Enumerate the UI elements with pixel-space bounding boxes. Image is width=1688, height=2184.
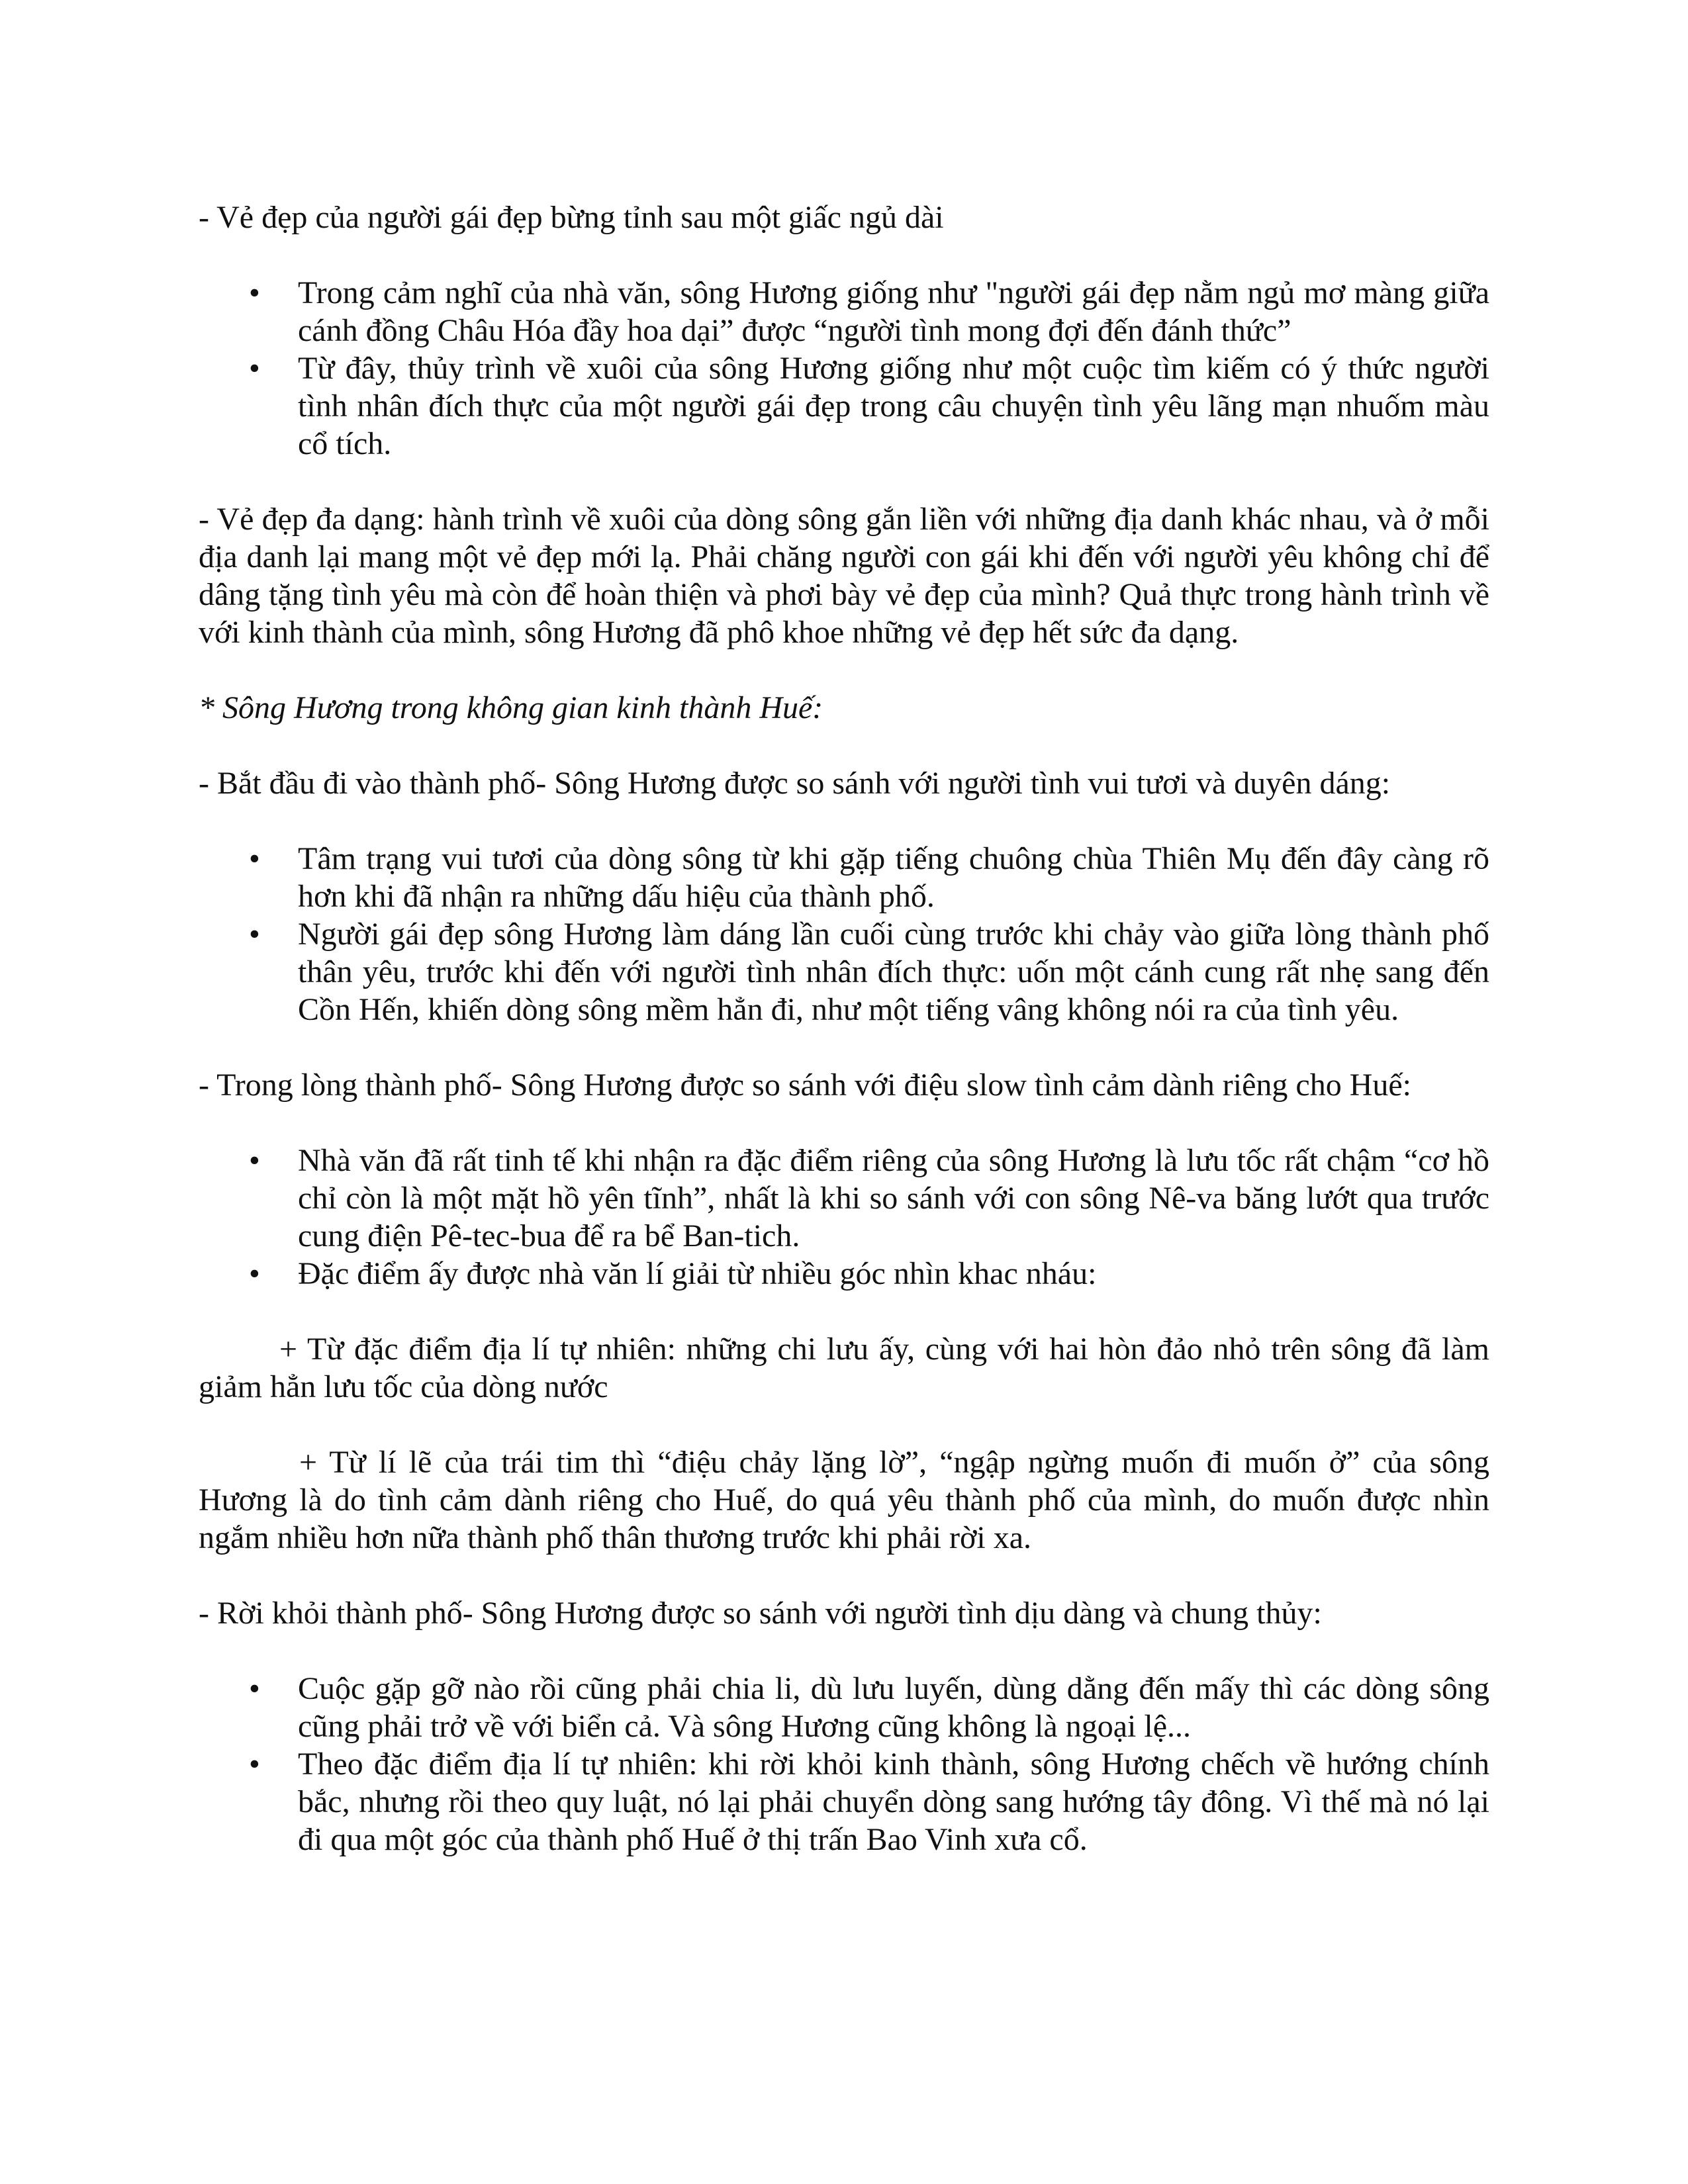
list-item-text: Tâm trạng vui tươi của dòng sông từ khi gặp tiếng chuông chùa Thiên Mụ đến đây càng rõ hơn khi đã nhận ra những dấu hiệu của thành phố. — [298, 841, 1489, 914]
list-item-text: Từ đây, thủy trình về xuôi của sông Hương giống như một cuộc tìm kiếm có ý thức người tình nhân đích thực của một người gái đẹp trong câu chuyện tình yêu lãng mạn nhuốm màu cổ tích. — [298, 351, 1489, 461]
sub-point-geography: + Từ đặc điểm địa lí tự nhiên: những chi lưu ấy, cùng với hai hòn đảo nhỏ trên sông đã làm giảm hẳn lưu tốc của dòng nước — [199, 1332, 1489, 1404]
list-item — [199, 1142, 1489, 1255]
sub-point-heart: + Từ lí lẽ của trái tim thì “điệu chảy lặng lờ”, “ngập ngừng muốn đi muốn ở” của sông Hương là do tình cảm dành riêng cho Huế, do quá yêu thành phố của mình, do muốn được nhìn ngắm nhiều hơn nữa thành phố thân thương trước khi phải rời xa. — [199, 1445, 1489, 1555]
bullet-icon: • — [249, 841, 260, 876]
bullet-icon: • — [249, 917, 260, 952]
inside-city-line: - Trong lòng thành phố- Sông Hương được so sánh với điệu slow tình cảm dành riêng cho Huế: — [199, 1068, 1412, 1103]
list-item — [199, 915, 1489, 1028]
list-item-text: Nhà văn đã rất tinh tế khi nhận ra đặc điểm riêng của sông Hương là lưu tốc rất chậm “cơ hồ chỉ còn là một mặt hồ yên tĩnh”, nhất là khi so sánh với con sông Nê-va băng lướt qua trước cung điện Pê-tec-bua để ra bể Ban-tich. — [298, 1143, 1489, 1253]
list-item-text: Người gái đẹp sông Hương làm dáng lần cuối cùng trước khi chảy vào giữa lòng thành phố thân yêu, trước khi đến với người tình nhân đích thực: uốn một cánh cung rất nhẹ sang đến Cồn Hến, khiến dòng sông mềm hẳn đi, như một tiếng vâng không nói ra của tình yêu. — [298, 917, 1489, 1027]
list-item — [199, 840, 1489, 915]
bullet-icon: • — [249, 275, 260, 310]
list-item-text: Cuộc gặp gỡ nào rồi cũng phải chia li, dù lưu luyến, dùng dằng đến mấy thì các dòng sông cũng phải trở về với biển cả. Và sông Hương cũng không là ngoại lệ... — [298, 1671, 1489, 1744]
list-item — [199, 274, 1489, 349]
document-body — [199, 199, 1489, 1896]
bullet-icon: • — [249, 351, 260, 386]
leaving-bullet-list — [199, 1670, 1489, 1858]
diverse-beauty-paragraph: - Vẻ đẹp đa dạng: hành trình về xuôi của dòng sông gắn liền với những địa danh khác nhau, và ở mỗi địa danh lại mang một vẻ đẹp mới lạ. Phải chăng người con gái khi đến với người yêu không chỉ để dâng tặng tình yêu mà còn để hoàn thiện và phơi bày vẻ đẹp của mình? Quả thực trong hành trình về với kinh thành của mình, sông Hương đã phô khoe những vẻ đẹp hết sức đa dạng. — [199, 502, 1489, 650]
leaving-city-line: - Rời khỏi thành phố- Sông Hương được so sánh với người tình dịu dàng và chung thủy: — [199, 1596, 1322, 1631]
list-item-text: Theo đặc điểm địa lí tự nhiên: khi rời khỏi kinh thành, sông Hương chếch về hướng chính bắc, nhưng rồi theo quy luật, nó lại phải chuyển dòng sang hướng tây đông. Vì thế mà nó lại đi qua một góc của thành phố Huế ở thị trấn Bao Vinh xưa cổ. — [298, 1747, 1489, 1857]
list-item — [199, 1670, 1489, 1745]
entering-city-line: - Bắt đầu đi vào thành phố- Sông Hương được so sánh với người tình vui tươi và duyên dáng: — [199, 766, 1391, 801]
entering-bullet-list — [199, 840, 1489, 1028]
list-item — [199, 1255, 1489, 1293]
bullet-icon: • — [249, 1747, 260, 1782]
list-item — [199, 349, 1489, 463]
list-item-text: Trong cảm nghĩ của nhà văn, sông Hương giống như "người gái đẹp nằm ngủ mơ màng giữa cánh đồng Châu Hóa đầy hoa dại” được “người tình mong đợi đến đánh thức” — [298, 275, 1489, 348]
list-item-text: Đặc điểm ấy được nhà văn lí giải từ nhiều góc nhìn khac nháu: — [298, 1256, 1097, 1291]
bullet-icon: • — [249, 1671, 260, 1706]
bullet-icon: • — [249, 1143, 260, 1178]
section-heading: * Sông Hương trong không gian kinh thành Huế: — [199, 690, 823, 725]
inside-bullet-list — [199, 1142, 1489, 1293]
intro-line: - Vẻ đẹp của người gái đẹp bừng tỉnh sau một giấc ngủ dài — [199, 200, 944, 235]
list-item — [199, 1745, 1489, 1858]
bullet-icon: • — [249, 1256, 260, 1291]
intro-bullet-list — [199, 274, 1489, 463]
